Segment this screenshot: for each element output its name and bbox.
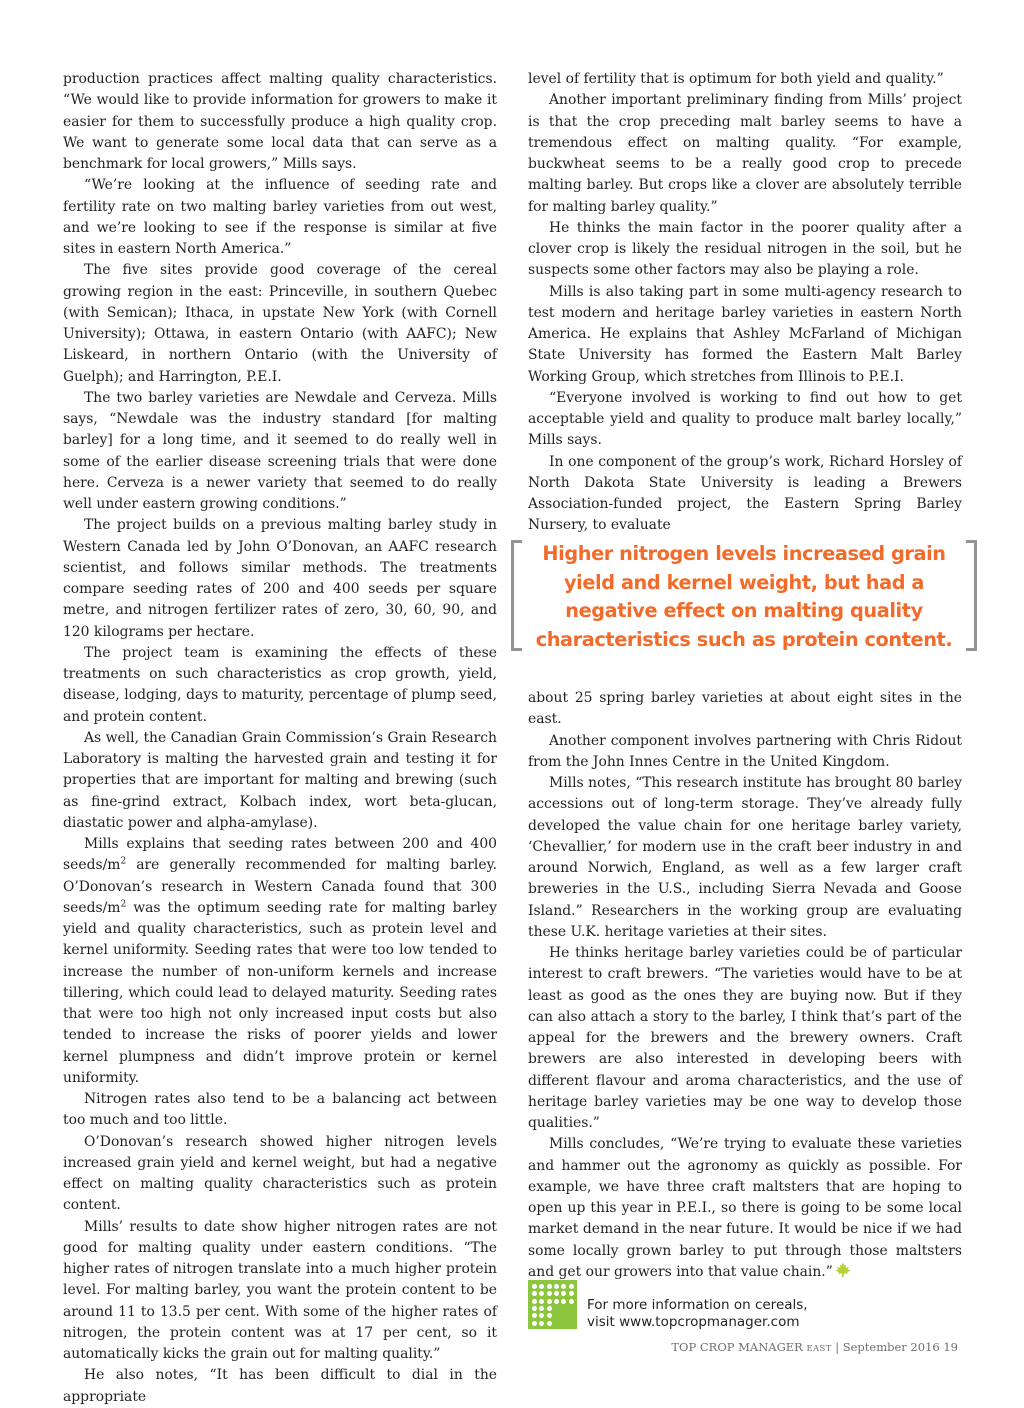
paragraph: about 25 spring barley varieties at about eight sites in the east. xyxy=(528,690,962,728)
info-line-1: For more information on cereals, xyxy=(587,1297,808,1313)
grid-dot xyxy=(532,1299,537,1304)
page-number: 19 xyxy=(943,1340,958,1354)
paragraph: Another important preliminary finding from Mills’ project is that the crop preceding malt barley seems to have a tremendous effect on malting quality. “For example, buckwheat seems to be a really good crop to precede malting barley. But crops like a clover are absolutely terrible for malting barley quality.” xyxy=(528,92,962,215)
paragraph: He thinks the main factor in the poorer quality after a clover crop is likely the residual nitrogen in the soil, but he suspects some other factors may also be playing a role. xyxy=(528,219,962,279)
grid-dot xyxy=(532,1284,537,1289)
paragraph: Another component involves partnering with Chris Ridout from the John Innes Centre in the United Kingdom. xyxy=(528,732,962,770)
paragraph: Mills is also taking part in some multi-agency research to test modern and heritage barley varieties in eastern North America. He explains that Ashley McFarland of Michigan State University has formed the Eastern Malt Barley Working Group, which stretches from Illinois to P.E.I. xyxy=(528,283,962,385)
paragraph: Mills concludes, “We’re trying to evaluate these varieties and hammer out the agronomy as quickly as possible. For example, we have three craft maltsters that are hoping to open up this year in P.E.I., so there is going to be some local market demand in the near future. It would be nice if we had some locally grown barley to put through those maltsters and get our growers into that value chain.” xyxy=(528,1136,962,1280)
grid-dot xyxy=(547,1313,552,1318)
grid-dot xyxy=(547,1321,552,1326)
paragraph: Mills notes, “This research institute has brought 80 barley accessions out of long-term storage. They’ve already fully developed the value chain for one heritage barley variety, ‘Chevallier,’ for modern use in the craft beer industry in and around Norwich, England, as well as a few larger craft breweries in the U.S., including Sierra Nevada and Goose Island.” Researchers in the working group are evaluating these U.K. heritage varieties at their sites. xyxy=(528,775,962,940)
grid-dot xyxy=(547,1291,552,1296)
grid-dot xyxy=(547,1284,552,1289)
grid-dot xyxy=(569,1284,574,1289)
grid-dot xyxy=(532,1313,537,1318)
publication-name: TOP CROP MANAGER xyxy=(671,1340,803,1354)
pull-quote xyxy=(511,540,977,653)
grid-dot xyxy=(539,1306,544,1311)
page-footer xyxy=(671,1340,958,1354)
edition-label: EAST xyxy=(806,1344,832,1354)
paragraph: level of fertility that is optimum for both yield and quality.” xyxy=(528,71,944,87)
info-box xyxy=(528,1280,948,1330)
grid-dot xyxy=(539,1299,544,1304)
grid-dot xyxy=(532,1321,537,1326)
info-text xyxy=(587,1297,808,1331)
grid-dot xyxy=(539,1313,544,1318)
footer-separator: | xyxy=(835,1340,840,1354)
grid-dot xyxy=(569,1291,574,1296)
pull-quote-text: Higher nitrogen levels increased grain yield and kernel weight, but had a negative effect on malting quality characteristics such as protein content. xyxy=(535,542,953,651)
paragraph: He also notes, “It has been difficult to dial in the appropriate xyxy=(63,1367,497,1405)
grid-dot xyxy=(561,1299,566,1304)
maple-leaf-icon xyxy=(835,1262,851,1278)
paragraph: In one component of the group’s work, Richard Horsley of North Dakota State University is leading a Brewers Association-funded project, the Eastern Spring Barley Nursery, to evaluate xyxy=(528,453,962,534)
right-column-bottom xyxy=(528,688,962,1283)
paragraph: production practices affect malting quality characteristics. “We would like to provide information for growers to make it easier for them to successfully produce a high quality crop. We want to generate some local data that can serve as a benchmark for local growers,” Mills says. xyxy=(63,71,497,172)
grid-dot xyxy=(532,1306,537,1311)
paragraph: “Everyone involved is working to find out how to get acceptable yield and quality to produce malt barley locally,” Mills says. xyxy=(528,389,962,449)
paragraph: O’Donovan’s research showed higher nitrogen levels increased grain yield and kernel weight, but had a negative effect on malting quality characteristics such as protein content. xyxy=(63,1133,497,1214)
grid-dot xyxy=(539,1321,544,1326)
grid-dot xyxy=(569,1299,574,1304)
issue-date: September 2016 xyxy=(842,1340,940,1354)
paragraph: “We’re looking at the influence of seeding rate and fertility rate on two malting barley varieties from out west, and we’re looking to see if the response is similar at five sites in eastern North America.” xyxy=(63,177,497,257)
info-link[interactable]: visit www.topcropmanager.com xyxy=(587,1314,800,1330)
paragraph: Nitrogen rates also tend to be a balancing act between too much and too little. xyxy=(63,1091,497,1129)
left-column xyxy=(63,69,497,1408)
grid-dot xyxy=(554,1291,559,1296)
grid-dot xyxy=(561,1284,566,1289)
paragraph: The two barley varieties are Newdale and Cerveza. Mills says, “Newdale was the industry standard [for malting barley] for a long time, and it seemed to do really well in some of the earlier disease screening trials that were done here. Cerveza is a newer variety that seemed to do really well under eastern growing conditions.” xyxy=(63,389,497,512)
grid-dot xyxy=(539,1291,544,1296)
dot-grid-icon xyxy=(528,1280,577,1329)
paragraph: The project team is examining the effects of these treatments on such characteristics as crop growth, yield, disease, lodging, days to maturity, percentage of plump seed, and protein content. xyxy=(63,644,497,725)
grid-dot xyxy=(539,1284,544,1289)
grid-dot xyxy=(532,1291,537,1296)
right-column-top xyxy=(528,69,962,537)
grid-dot xyxy=(561,1291,566,1296)
grid-dot xyxy=(554,1299,559,1304)
grid-dot xyxy=(547,1299,552,1304)
paragraph: The project builds on a previous malting barley study in Western Canada led by John O’Donovan, an AAFC research scientist, and follows similar methods. The treatments compare seeding rates of 200 and 400 seeds per square metre, and nitrogen fertilizer rates of zero, 30, 60, 90, and 120 kilograms per hectare. xyxy=(63,517,497,640)
grid-dot xyxy=(554,1284,559,1289)
paragraph: As well, the Canadian Grain Commission’s Grain Research Laboratory is malting the harvested grain and testing it for properties that are important for malting and brewing (such as fine-grind extract, Kolbach index, wort beta-glucan, diastatic power and alpha-amylase). xyxy=(63,729,497,831)
grid-dot xyxy=(547,1306,552,1311)
paragraph: Mills explains that seeding rates between 200 and 400 seeds/$m^2$ are generally recommended for malting barley. O’Donovan’s research in Western Canada found that 300 seeds/$m^2$ was the optimum seeding rate for malting barley yield and quality characteristics, such as protein level and kernel uniformity. Seeding rates that were too low tended to increase the number of non-uniform kernels and increase tillering, which could lead to delayed maturity. Seeding rates that were too high not only increased input costs but also tended to increase the risks of poorer yields and lower kernel plumpness and didn’t improve protein or kernel uniformity. xyxy=(63,836,497,1086)
right-bracket xyxy=(966,540,977,651)
paragraph: He thinks heritage barley varieties could be of particular interest to craft brewers. “The varieties would have to be at least as good as the ones they are buying now. But if they can also attach a story to the barley, I think that’s part of the appeal for the brewers and the brewery owners. Craft brewers are also interested in developing beers with different flavour and aroma characteristics, and the use of heritage barley varieties may be one way to develop those qualities.” xyxy=(528,945,962,1131)
paragraph: The five sites provide good coverage of the cereal growing region in the east: Princeville, in southern Quebec (with Semican); Ithaca, in upstate New York (with Cornell University); Ottawa, in eastern Ontario (with AAFC); New Liskeard, in northern Ontario (with the University of Guelph); and Harrington, P.E.I. xyxy=(63,262,497,385)
paragraph: Mills’ results to date show higher nitrogen rates are not good for malting quality under eastern conditions. “The higher rates of nitrogen translate into a much higher protein level. For malting barley, you want the protein content to be around 11 to 13.5 per cent. With some of the higher rates of nitrogen, the protein content was at 17 per cent, so it automatically kicks the grain out for malting quality.” xyxy=(63,1218,497,1362)
